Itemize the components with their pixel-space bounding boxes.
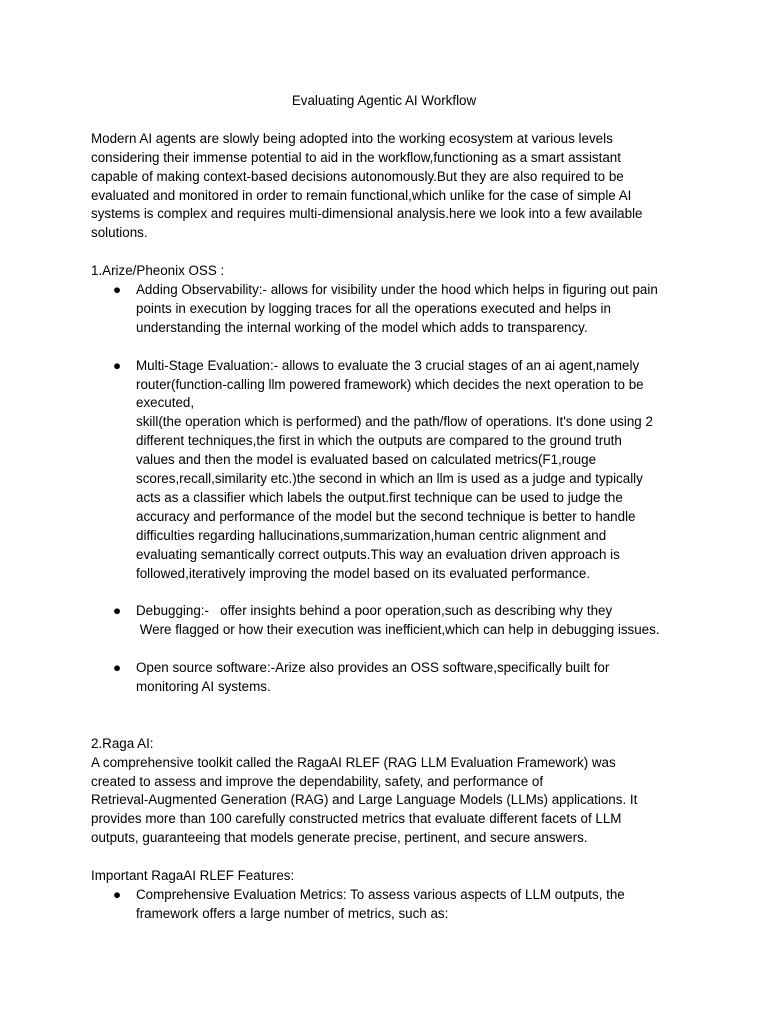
text-line: solutions.	[91, 225, 148, 241]
section-heading-arize: 1.Arize/Pheonix OSS :	[91, 263, 225, 279]
document-body	[91, 92, 691, 924]
document-title: Evaluating Agentic AI Workflow	[291, 93, 477, 108]
text-line: framework offers a large number of metrics, such as:	[136, 905, 449, 921]
section-heading-rlef-features: Important RagaAI RLEF Features:	[91, 868, 295, 884]
text-line: values and then the model is evaluated based on calculated metrics(F1,rouge	[136, 452, 597, 468]
text-line: skill(the operation which is performed) and the path/flow of operations. It's done using 2	[136, 414, 653, 430]
raga-paragraph	[91, 754, 691, 849]
text-line: acts as a classifier which labels the output.first technique can be used to judge the	[136, 489, 623, 505]
text-line: Modern AI agents are slowly being adopted into the working ecosystem at various levels	[91, 130, 613, 146]
text-line: outputs, guaranteeing that models generate precise, pertinent, and secure answers.	[91, 830, 588, 846]
bullet-icon: ●	[113, 660, 122, 676]
list-item	[91, 886, 691, 924]
list-item	[91, 602, 691, 659]
text-line: provides more than 100 carefully constructed metrics that evaluate different facets of LLM	[91, 811, 622, 827]
text-line: executed,	[136, 395, 195, 411]
text-line: evaluating semantically correct outputs.This way an evaluation driven approach is	[136, 546, 620, 562]
text-line: capable of making context-based decisions autonomously.But they are also required to be	[91, 168, 624, 184]
text-line: understanding the internal working of the model which adds to transparency.	[136, 319, 588, 335]
intro-paragraph	[91, 130, 691, 243]
text-line: Comprehensive Evaluation Metrics: To assess various aspects of LLM outputs, the	[136, 886, 625, 902]
text-line: considering their immense potential to aid in the workflow,functioning as a smart assistant	[91, 149, 621, 165]
bullet-icon: ●	[113, 603, 122, 619]
text-line: A comprehensive toolkit called the RagaAI RLEF (RAG LLM Evaluation Framework) was	[91, 754, 616, 770]
text-line: systems is complex and requires multi-dimensional analysis.here we look into a few available	[91, 206, 643, 222]
text-line: accuracy and performance of the model but the second technique is better to handle	[136, 508, 636, 524]
list-item	[91, 281, 691, 357]
bullet-icon: ●	[113, 886, 122, 902]
text-line: evaluated and monitored in order to remain functional,which unlike for the case of simple AI	[91, 187, 632, 203]
text-line: created to assess and improve the dependability, safety, and performance of	[91, 773, 544, 789]
list-item	[91, 659, 691, 697]
text-line: different techniques,the first in which the outputs are compared to the ground truth	[136, 433, 622, 449]
bullet-icon: ●	[113, 282, 122, 298]
text-line: monitoring AI systems.	[136, 679, 271, 695]
text-line: router(function-calling llm powered framework) which decides the next operation to be	[136, 376, 644, 392]
text-line: Debugging:- offer insights behind a poor operation,such as describing why they	[136, 603, 613, 619]
text-line: Adding Observability:- allows for visibility under the hood which helps in figuring out pain	[136, 282, 658, 298]
list-item	[91, 357, 691, 603]
rlef-feature-list	[91, 886, 691, 924]
text-line: scores,recall,similarity etc.)the second in which an llm is used as a judge and typically	[136, 471, 643, 487]
section-heading-raga: 2.Raga AI:	[91, 735, 154, 751]
text-line: followed,iteratively improving the model based on its evaluated performance.	[136, 565, 591, 581]
text-line: difficulties regarding hallucinations,summarization,human centric alignment and	[136, 527, 607, 543]
text-line: Were flagged or how their execution was inefficient,which can help in debugging issues.	[136, 622, 660, 638]
text-line: points in execution by logging traces for all the operations executed and helps in	[136, 300, 611, 316]
text-line: Open source software:-Arize also provides an OSS software,specifically built for	[136, 660, 610, 676]
text-line: Multi-Stage Evaluation:- allows to evaluate the 3 crucial stages of an ai agent,namely	[136, 357, 640, 373]
bullet-icon: ●	[113, 357, 122, 373]
arize-feature-list	[91, 281, 691, 697]
text-line: Retrieval-Augmented Generation (RAG) and Large Language Models (LLMs) applications. It	[91, 792, 638, 808]
